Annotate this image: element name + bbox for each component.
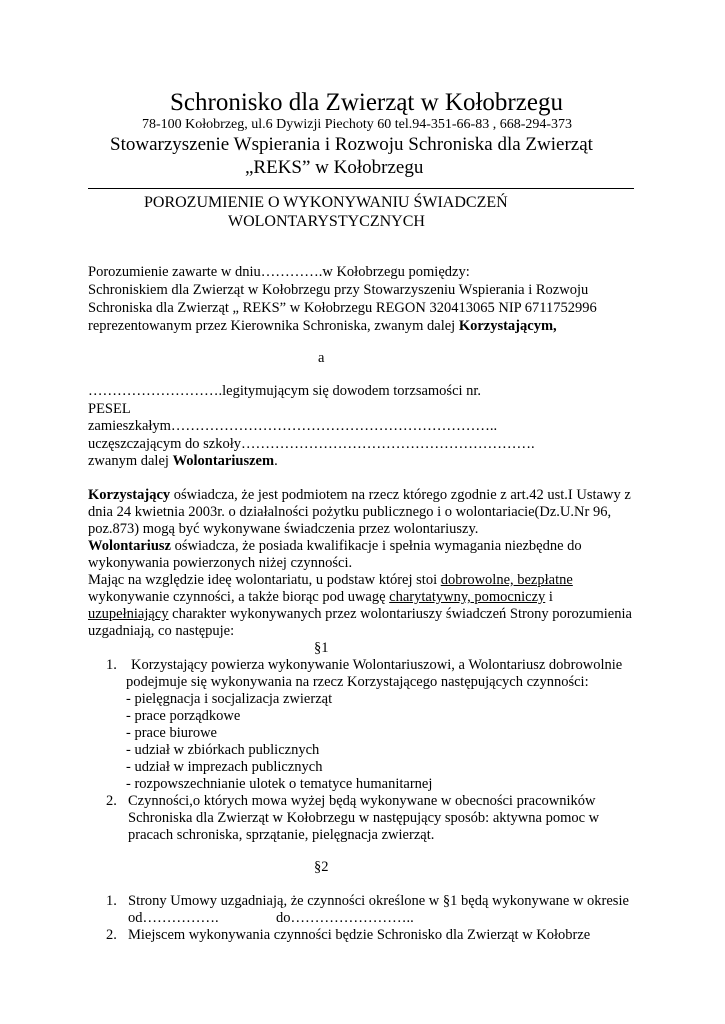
text: oświadcza, że posiada kwalifikacje i spełnia wymagania niezbędne do xyxy=(170,538,582,554)
document-heading: POROZUMIENIE O WYKONYWANIU ŚWIADCZEŃ xyxy=(144,194,508,211)
list-number: 1. xyxy=(106,893,117,909)
document-heading-line2: WOLONTARYSTYCZNYCH xyxy=(228,213,425,230)
bold-term: Korzystającym, xyxy=(458,318,557,334)
declaration-line: poz.873) mogą być wykonywane świadczenia przez wolontariuszy. xyxy=(88,521,479,537)
declaration-line: wykonywania powierzonych niżej czynności. xyxy=(88,555,353,571)
text: zwanym dalej xyxy=(88,453,173,469)
volunteer-designation xyxy=(88,453,278,470)
conjunction: a xyxy=(318,350,325,366)
underlined-text: uzupełniający xyxy=(88,606,169,622)
text: i xyxy=(545,589,553,605)
association-name-line2: „REKS” w Kołobrzegu xyxy=(245,157,424,178)
text: Mając na względzie ideę wolontariatu, u podstaw której stoi xyxy=(88,572,441,588)
shelter-title: Schronisko dla Zwierząt w Kołobrzegu xyxy=(170,89,563,116)
text: wykonywanie czynności, a także biorąc pod uwagę xyxy=(88,589,390,605)
list-number: 2. xyxy=(106,793,117,809)
list-item-text: Schroniska dla Zwierząt w Kołobrzegu w następujący sposób: aktywna pomoc w xyxy=(128,810,600,826)
bold-term: Korzystający xyxy=(88,487,171,503)
list-item-text: pracach schroniska, sprzątanie, pielęgnacja zwierząt. xyxy=(128,827,435,843)
list-number: 2. xyxy=(106,927,117,943)
association-name: Stowarzyszenie Wspierania i Rozwoju Schroniska dla Zwierząt xyxy=(110,134,593,155)
list-item-text: Miejscem wykonywania czynności będzie Schronisko dla Zwierząt w Kołobrze xyxy=(128,927,591,943)
list-item-text: Czynności,o których mowa wyżej będą wykonywane w obecności pracowników xyxy=(128,793,596,809)
task-item: - pielęgnacja i socjalizacja zwierząt xyxy=(126,691,333,707)
bold-term: Wolontariuszem xyxy=(172,453,275,469)
declaration-line xyxy=(88,538,582,555)
party-line xyxy=(88,318,557,335)
list-item-text: Strony Umowy uzgadniają, że czynności określone w §1 będą wykonywane w okresie xyxy=(128,893,629,909)
date-from-field: od……………. xyxy=(128,910,219,926)
task-item: - udział w zbiórkach publicznych xyxy=(126,742,320,758)
task-item: - udział w imprezach publicznych xyxy=(126,759,323,775)
declaration-line: dnia 24 kwietnia 2003r. o działalności pożytku publicznego i o wolontariacie(Dz.U.Nr 96, xyxy=(88,504,612,520)
task-item: - prace porządkowe xyxy=(126,708,241,724)
bold-term: Wolontariusz xyxy=(88,538,171,554)
declaration-line xyxy=(88,487,631,504)
party-line: Schroniskiem dla Zwierząt w Kołobrzegu przy Stowarzyszeniu Wspierania i Rozwoju xyxy=(88,282,589,298)
list-item-text: Korzystający powierza wykonywanie Wolontariuszowi, a Wolontariusz dobrowolnie xyxy=(131,657,623,673)
declaration-line xyxy=(88,572,573,589)
shelter-address: 78-100 Kołobrzeg, ul.6 Dywizji Piechoty 60 tel.94-351-66-83 , 668-294-373 xyxy=(142,117,573,132)
section-mark: §1 xyxy=(314,640,329,656)
declaration-line xyxy=(88,606,632,623)
party-line: Schroniska dla Zwierząt „ REKS” w Kołobrzegu REGON 320413065 NIP 6711752996 xyxy=(88,300,597,316)
text: oświadcza, że jest podmiotem na rzecz którego zgodnie z art.42 ust.I Ustawy z xyxy=(170,487,631,503)
text: reprezentowanym przez Kierownika Schroniska, zwanym dalej xyxy=(88,318,459,334)
text: . xyxy=(274,453,278,469)
declaration-line xyxy=(88,589,553,606)
agreement-date-line: Porozumienie zawarte w dniu………….w Kołobrzegu pomiędzy: xyxy=(88,264,470,280)
task-item: - rozpowszechnianie ulotek o tematyce humanitarnej xyxy=(126,776,433,792)
task-item: - prace biurowe xyxy=(126,725,217,741)
list-item-text: podejmuje się wykonywania na rzecz Korzystającego następujących czynności: xyxy=(126,674,589,690)
volunteer-id-line: ……………………….legitymującym się dowodem torzsamości nr. xyxy=(88,383,482,399)
list-number: 1. xyxy=(106,657,117,673)
underlined-text: charytatywny, pomocniczy xyxy=(389,589,546,605)
address-line: zamieszkałym………………………………………………………….. xyxy=(88,418,498,434)
pesel-line: PESEL xyxy=(88,401,131,417)
school-line: uczęszczającym do szkoły……………………………………………………. xyxy=(88,436,535,452)
section-mark: §2 xyxy=(314,859,329,875)
text: charakter wykonywanych przez wolontariuszy świadczeń Strony porozumienia xyxy=(168,606,632,622)
declaration-line: uzgadniają, co następuje: xyxy=(88,623,235,639)
header-divider xyxy=(88,188,634,189)
underlined-text: dobrowolne, bezpłatne xyxy=(440,572,573,588)
date-to-field: do…………………….. xyxy=(276,910,414,926)
